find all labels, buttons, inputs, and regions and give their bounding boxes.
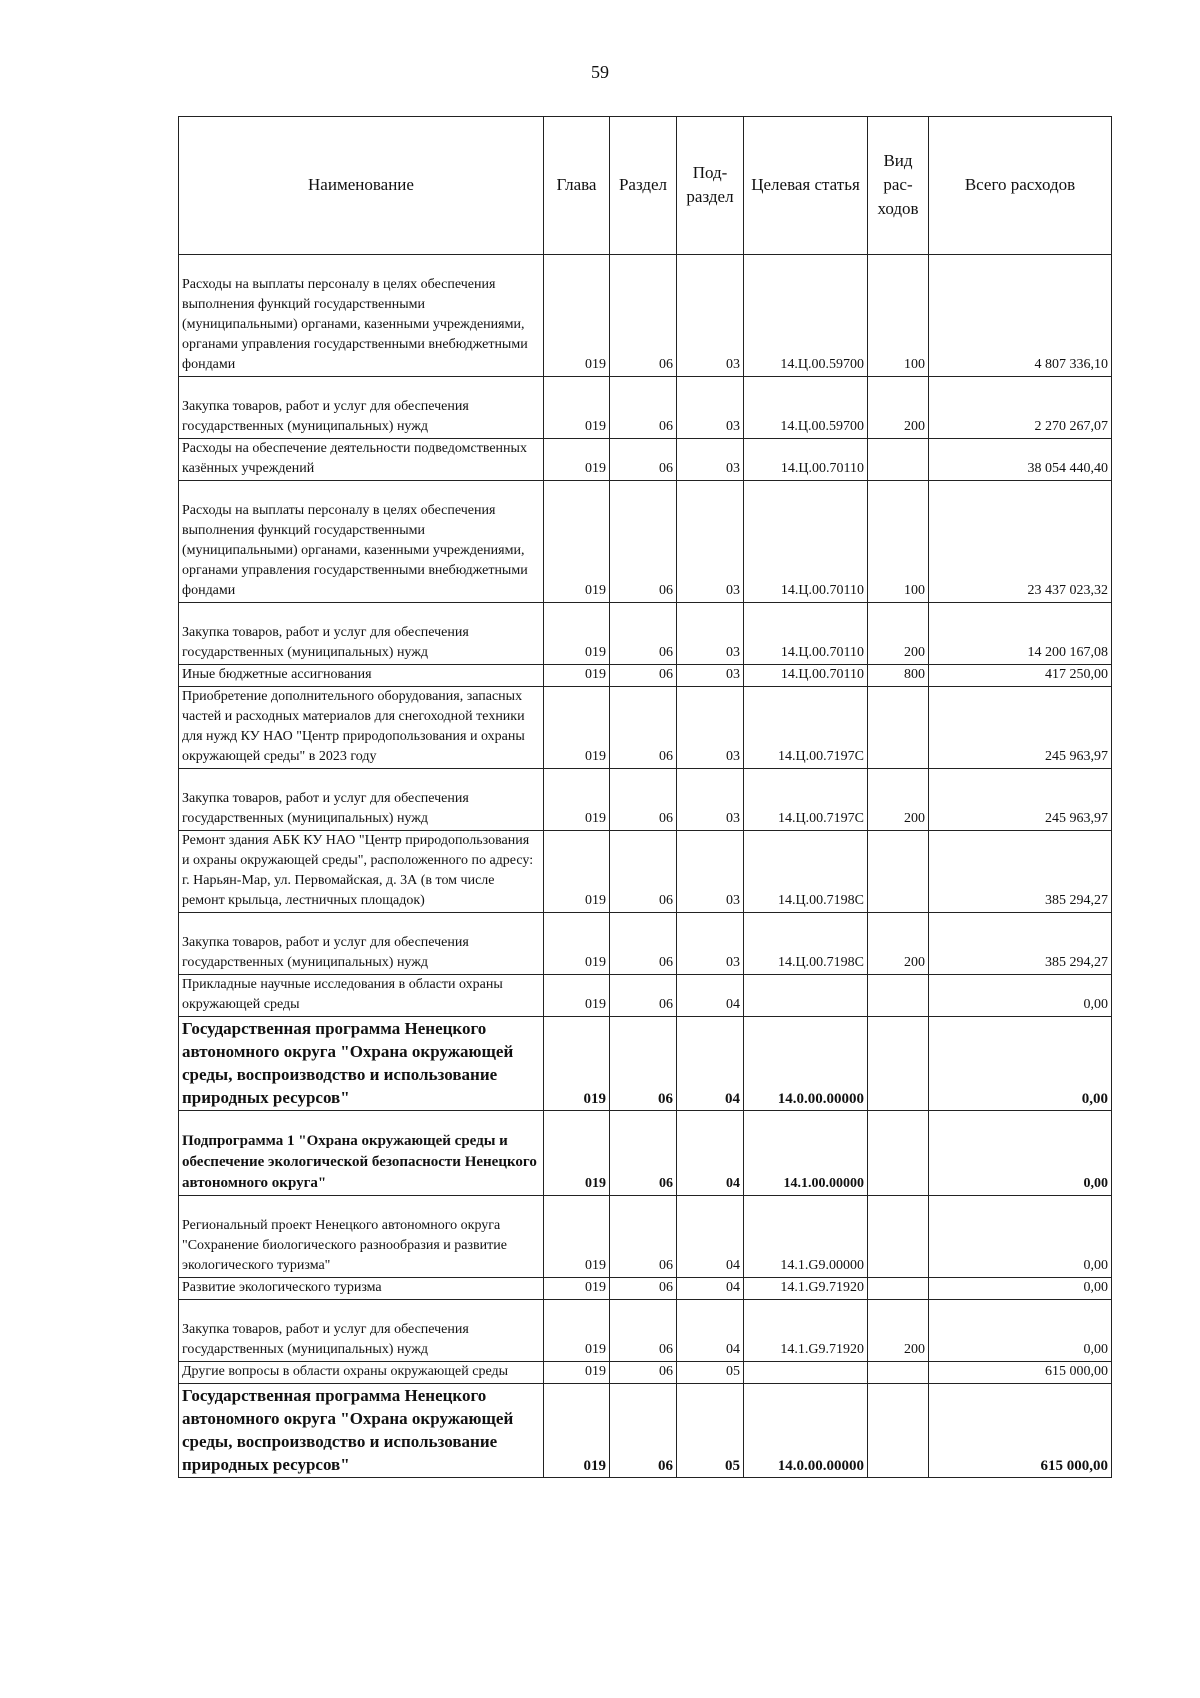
page-number: 59	[591, 62, 609, 82]
row-name: Подпрограмма 1 "Охрана окружающей среды и обеспечение экологической безопасности Ненецкого автономного округа"	[179, 1111, 544, 1196]
row-section: 06	[610, 665, 677, 687]
row-total: 245 963,97	[929, 687, 1112, 769]
header-total: Всего расходов	[929, 117, 1112, 255]
table-row	[179, 975, 1112, 1017]
row-kind	[868, 1362, 929, 1384]
row-total: 615 000,00	[929, 1362, 1112, 1384]
row-subsection: 04	[677, 1278, 744, 1300]
table-row	[179, 1017, 1112, 1111]
row-target: 14.Ц.00.70110	[744, 481, 868, 603]
row-total: 385 294,27	[929, 831, 1112, 913]
row-total: 0,00	[929, 1017, 1112, 1111]
row-section: 06	[610, 1300, 677, 1362]
row-section: 06	[610, 1196, 677, 1278]
row-target: 14.1.G9.00000	[744, 1196, 868, 1278]
row-chapter: 019	[544, 1111, 610, 1196]
table-row	[179, 687, 1112, 769]
row-name: Прикладные научные исследования в области охраны окружающей среды	[179, 975, 544, 1017]
row-target: 14.0.00.00000	[744, 1384, 868, 1478]
row-target: 14.Ц.00.70110	[744, 603, 868, 665]
row-target: 14.1.G9.71920	[744, 1278, 868, 1300]
row-section: 06	[610, 1278, 677, 1300]
row-total: 245 963,97	[929, 769, 1112, 831]
table-row	[179, 1384, 1112, 1478]
table-row	[179, 439, 1112, 481]
row-section: 06	[610, 831, 677, 913]
row-chapter: 019	[544, 687, 610, 769]
row-kind: 200	[868, 913, 929, 975]
row-section: 06	[610, 975, 677, 1017]
row-subsection: 03	[677, 665, 744, 687]
row-total: 385 294,27	[929, 913, 1112, 975]
row-kind: 800	[868, 665, 929, 687]
row-chapter: 019	[544, 975, 610, 1017]
row-subsection: 03	[677, 377, 744, 439]
table-row	[179, 1278, 1112, 1300]
row-kind	[868, 1111, 929, 1196]
row-kind	[868, 687, 929, 769]
header-subsection: Под-раздел	[677, 117, 744, 255]
row-section: 06	[610, 481, 677, 603]
row-section: 06	[610, 769, 677, 831]
row-chapter: 019	[544, 1362, 610, 1384]
row-section: 06	[610, 1362, 677, 1384]
row-subsection: 04	[677, 1017, 744, 1111]
row-name: Закупка товаров, работ и услуг для обеспечения государственных (муниципальных) нужд	[179, 377, 544, 439]
row-name: Закупка товаров, работ и услуг для обеспечения государственных (муниципальных) нужд	[179, 769, 544, 831]
row-section: 06	[610, 1111, 677, 1196]
row-subsection: 03	[677, 481, 744, 603]
row-chapter: 019	[544, 377, 610, 439]
row-subsection: 04	[677, 975, 744, 1017]
row-total: 0,00	[929, 1300, 1112, 1362]
row-subsection: 04	[677, 1196, 744, 1278]
header-chapter: Глава	[544, 117, 610, 255]
row-target: 14.Ц.00.70110	[744, 439, 868, 481]
row-total: 0,00	[929, 975, 1112, 1017]
header-section: Раздел	[610, 117, 677, 255]
row-total: 23 437 023,32	[929, 481, 1112, 603]
row-name: Государственная программа Ненецкого автономного округа "Охрана окружающей среды, воспроизводство и использование природных ресурсов"	[179, 1017, 544, 1111]
row-target: 14.Ц.00.70110	[744, 665, 868, 687]
row-target: 14.Ц.00.7198С	[744, 831, 868, 913]
row-chapter: 019	[544, 481, 610, 603]
row-section: 06	[610, 1017, 677, 1111]
row-total: 2 270 267,07	[929, 377, 1112, 439]
row-kind: 200	[868, 769, 929, 831]
table-row	[179, 1362, 1112, 1384]
row-total: 14 200 167,08	[929, 603, 1112, 665]
table-row	[179, 769, 1112, 831]
table-row	[179, 913, 1112, 975]
row-subsection: 03	[677, 255, 744, 377]
row-name: Региональный проект Ненецкого автономного округа "Сохранение биологического разнообразия и развитие экологического туризма"	[179, 1196, 544, 1278]
row-total: 38 054 440,40	[929, 439, 1112, 481]
row-kind: 100	[868, 481, 929, 603]
row-subsection: 03	[677, 687, 744, 769]
row-target	[744, 975, 868, 1017]
table-row	[179, 1196, 1112, 1278]
row-total: 615 000,00	[929, 1384, 1112, 1478]
row-total: 0,00	[929, 1278, 1112, 1300]
row-chapter: 019	[544, 255, 610, 377]
table-row	[179, 1300, 1112, 1362]
row-kind	[868, 975, 929, 1017]
row-name: Ремонт здания АБК КУ НАО "Центр природопользования и охраны окружающей среды", расположенного по адресу: г. Нарьян-Мар, ул. Первомайская, д. 3А (в том числе ремонт крыльца, лестничных площадок)	[179, 831, 544, 913]
row-name: Расходы на выплаты персоналу в целях обеспечения выполнения функций государственными (муниципальными) органами, казенными учреждениями, органами управления государственными внебюджетными фондами	[179, 255, 544, 377]
row-subsection: 03	[677, 769, 744, 831]
row-chapter: 019	[544, 1384, 610, 1478]
row-subsection: 03	[677, 439, 744, 481]
row-target: 14.Ц.00.59700	[744, 255, 868, 377]
row-name: Развитие экологического туризма	[179, 1278, 544, 1300]
header-kind: Вид рас-ходов	[868, 117, 929, 255]
row-subsection: 05	[677, 1384, 744, 1478]
header-name: Наименование	[179, 117, 544, 255]
table-row	[179, 831, 1112, 913]
row-chapter: 019	[544, 603, 610, 665]
row-total: 0,00	[929, 1111, 1112, 1196]
row-subsection: 05	[677, 1362, 744, 1384]
row-section: 06	[610, 687, 677, 769]
row-kind: 100	[868, 255, 929, 377]
row-total: 0,00	[929, 1196, 1112, 1278]
row-chapter: 019	[544, 1196, 610, 1278]
row-total: 4 807 336,10	[929, 255, 1112, 377]
row-section: 06	[610, 439, 677, 481]
row-subsection: 04	[677, 1300, 744, 1362]
table-row	[179, 377, 1112, 439]
row-kind	[868, 1384, 929, 1478]
table-row	[179, 1111, 1112, 1196]
row-target: 14.Ц.00.59700	[744, 377, 868, 439]
table-row	[179, 665, 1112, 687]
row-kind: 200	[868, 603, 929, 665]
row-name: Закупка товаров, работ и услуг для обеспечения государственных (муниципальных) нужд	[179, 1300, 544, 1362]
row-name: Закупка товаров, работ и услуг для обеспечения государственных (муниципальных) нужд	[179, 603, 544, 665]
row-subsection: 03	[677, 831, 744, 913]
header-target: Целевая статья	[744, 117, 868, 255]
row-name: Иные бюджетные ассигнования	[179, 665, 544, 687]
row-target: 14.1.00.00000	[744, 1111, 868, 1196]
row-kind	[868, 1196, 929, 1278]
row-section: 06	[610, 603, 677, 665]
header-row	[179, 117, 1112, 255]
table-row	[179, 481, 1112, 603]
table-row	[179, 255, 1112, 377]
row-total: 417 250,00	[929, 665, 1112, 687]
row-name: Закупка товаров, работ и услуг для обеспечения государственных (муниципальных) нужд	[179, 913, 544, 975]
row-subsection: 04	[677, 1111, 744, 1196]
row-target: 14.Ц.00.7197С	[744, 687, 868, 769]
row-name: Расходы на выплаты персоналу в целях обеспечения выполнения функций государственными (муниципальными) органами, казенными учреждениями, органами управления государственными внебюджетными фондами	[179, 481, 544, 603]
row-kind	[868, 1017, 929, 1111]
row-kind	[868, 1278, 929, 1300]
row-section: 06	[610, 1384, 677, 1478]
row-subsection: 03	[677, 603, 744, 665]
row-chapter: 019	[544, 913, 610, 975]
row-name: Государственная программа Ненецкого автономного округа "Охрана окружающей среды, воспроизводство и использование природных ресурсов"	[179, 1384, 544, 1478]
row-kind: 200	[868, 377, 929, 439]
row-kind	[868, 439, 929, 481]
row-chapter: 019	[544, 1278, 610, 1300]
row-target: 14.1.G9.71920	[744, 1300, 868, 1362]
row-chapter: 019	[544, 831, 610, 913]
row-name: Другие вопросы в области охраны окружающей среды	[179, 1362, 544, 1384]
row-section: 06	[610, 913, 677, 975]
row-section: 06	[610, 377, 677, 439]
row-chapter: 019	[544, 665, 610, 687]
row-chapter: 019	[544, 1017, 610, 1111]
row-section: 06	[610, 255, 677, 377]
row-kind: 200	[868, 1300, 929, 1362]
row-kind	[868, 831, 929, 913]
row-chapter: 019	[544, 1300, 610, 1362]
row-name: Приобретение дополнительного оборудования, запасных частей и расходных материалов для снегоходной техники для нужд КУ НАО "Центр природопользования и охраны окружающей среды" в 2023 году	[179, 687, 544, 769]
row-target: 14.Ц.00.7197С	[744, 769, 868, 831]
row-target: 14.0.00.00000	[744, 1017, 868, 1111]
row-chapter: 019	[544, 439, 610, 481]
row-subsection: 03	[677, 913, 744, 975]
row-chapter: 019	[544, 769, 610, 831]
table-row	[179, 603, 1112, 665]
row-target: 14.Ц.00.7198С	[744, 913, 868, 975]
budget-table	[178, 116, 1112, 1478]
row-target	[744, 1362, 868, 1384]
row-name: Расходы на обеспечение деятельности подведомственных казённых учреждений	[179, 439, 544, 481]
